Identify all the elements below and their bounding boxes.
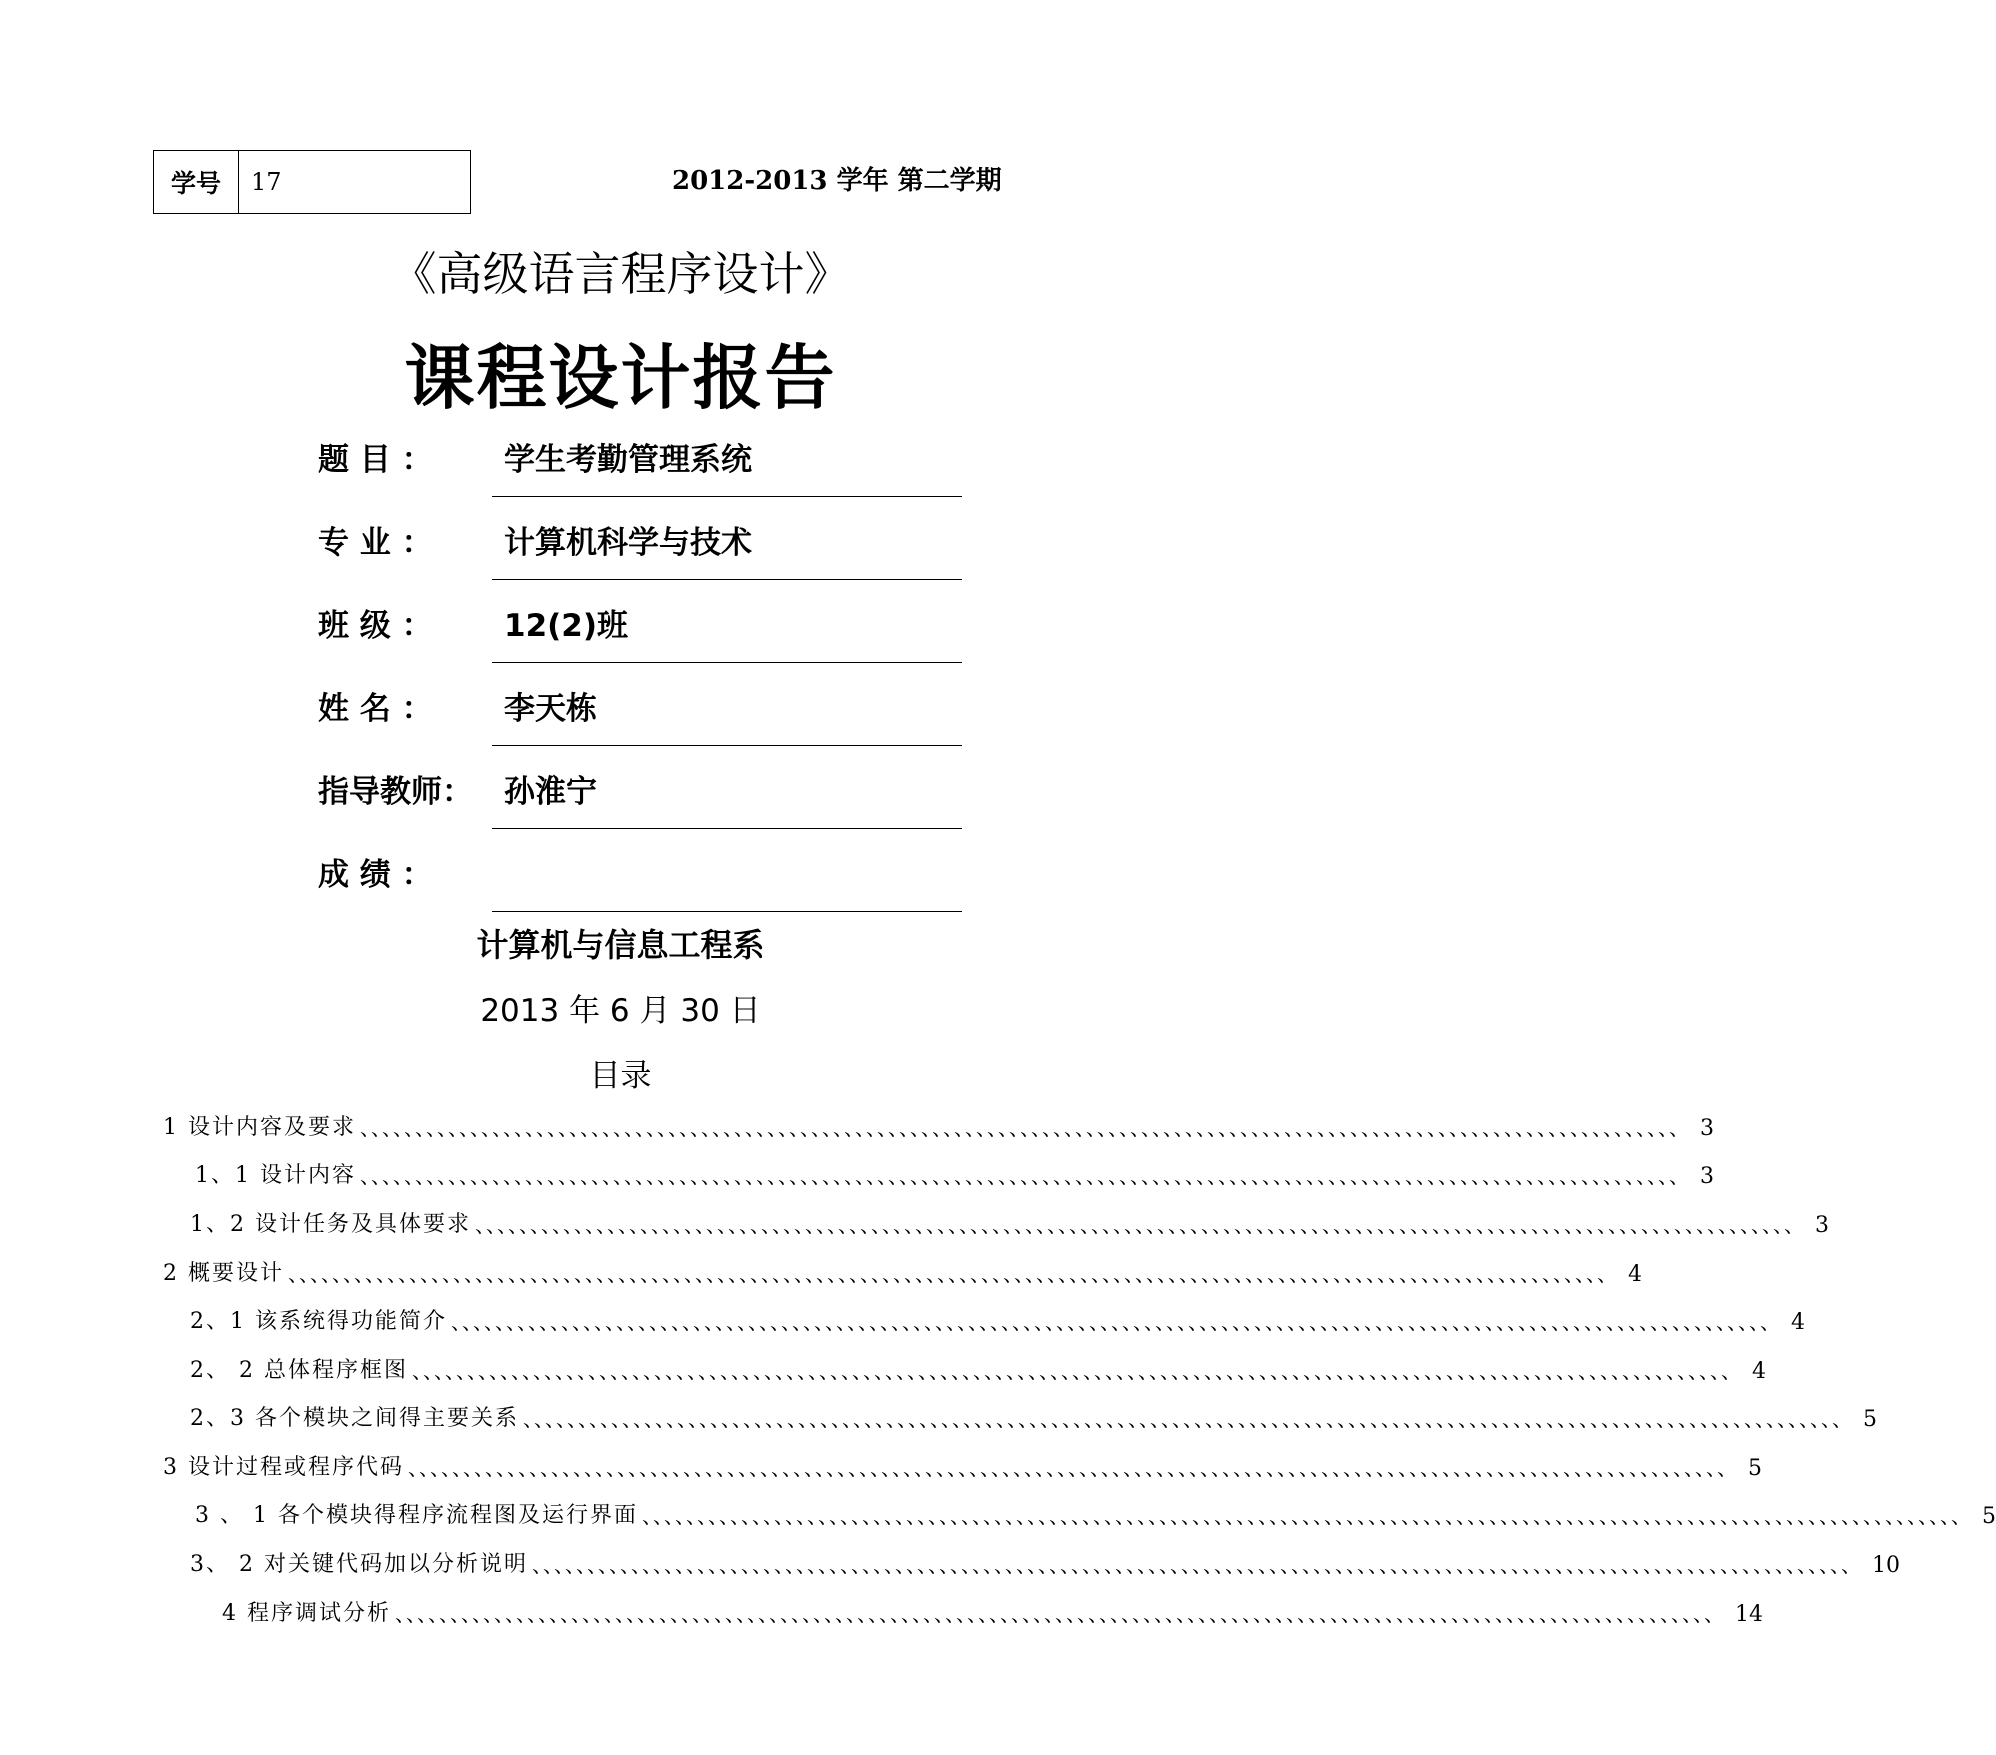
toc-page-number: 14 bbox=[1735, 1602, 1763, 1627]
toc-entry[interactable] bbox=[163, 1251, 1642, 1287]
course-title: 《高级语言程序设计》 bbox=[390, 247, 851, 301]
toc-leader: 、、、、、、、、、、、、、、、、、、、、、、、、、、、、、、、、、、、、、、、、、、、、、、、、、、、、、、、、、、、、、、、、、、、、、、、、、、、、、、、、、、、、、、、、、、、、、、、、、、、、、、、、、、、、、、、、、、、、、、、、 bbox=[475, 1213, 1805, 1237]
toc-leader: 、、、、、、、、、、、、、、、、、、、、、、、、、、、、、、、、、、、、、、、、、、、、、、、、、、、、、、、、、、、、、、、、、、、、、、、、、、、、、、、、、、、、、、、、、、、、、、、、、、、、、、、、、、、、、、、、、、、、、、、、 bbox=[360, 1164, 1690, 1188]
department: 计算机与信息工程系 bbox=[476, 926, 765, 964]
underline bbox=[492, 496, 962, 497]
underline bbox=[492, 911, 962, 912]
field-value: 学生考勤管理系统 bbox=[504, 442, 752, 478]
academic-term: 2012-2013 学年 第二学期 bbox=[672, 166, 1002, 196]
field-value: 孙淮宁 bbox=[504, 774, 597, 810]
toc-page-number: 5 bbox=[1981, 1504, 1996, 1529]
toc-entry[interactable] bbox=[163, 1445, 1762, 1481]
field-class bbox=[318, 606, 968, 666]
field-name bbox=[318, 689, 968, 749]
toc-leader: 、、、、、、、、、、、、、、、、、、、、、、、、、、、、、、、、、、、、、、、、、、、、、、、、、、、、、、、、、、、、、、、、、、、、、、、、、、、、、、、、、、、、、、、、、、、、、、、、、、、、、、、、、、、、、、、、、、、、、、、、 bbox=[451, 1310, 1781, 1334]
toc-page-number: 4 bbox=[1628, 1262, 1642, 1287]
toc-entry[interactable] bbox=[222, 1591, 1763, 1627]
toc-entry-text: 1、1 设计内容 bbox=[195, 1163, 356, 1188]
toc-page-number: 5 bbox=[1863, 1407, 1877, 1432]
toc-entry-text: 1 设计内容及要求 bbox=[163, 1115, 356, 1140]
underline bbox=[492, 828, 962, 829]
underline bbox=[492, 662, 962, 663]
field-label: 指导教师： bbox=[318, 774, 473, 810]
student-id-label: 学号 bbox=[154, 151, 239, 213]
toc-entry-text: 2、 2 总体程序框图 bbox=[190, 1358, 408, 1383]
field-grade bbox=[318, 855, 968, 915]
toc-leader: 、、、、、、、、、、、、、、、、、、、、、、、、、、、、、、、、、、、、、、、、、、、、、、、、、、、、、、、、、、、、、、、、、、、、、、、、、、、、、、、、、、、、、、、、、、、、、、、、、、、、、、、、、、、、、、、、、、、、、、、、 bbox=[395, 1602, 1725, 1626]
toc-page-number: 5 bbox=[1748, 1456, 1762, 1481]
toc-leader: 、、、、、、、、、、、、、、、、、、、、、、、、、、、、、、、、、、、、、、、、、、、、、、、、、、、、、、、、、、、、、、、、、、、、、、、、、、、、、、、、、、、、、、、、、、、、、、、、、、、、、、、、、、、、、、、、、、、、、、、、 bbox=[288, 1262, 1618, 1286]
toc-leader: 、、、、、、、、、、、、、、、、、、、、、、、、、、、、、、、、、、、、、、、、、、、、、、、、、、、、、、、、、、、、、、、、、、、、、、、、、、、、、、、、、、、、、、、、、、、、、、、、、、、、、、、、、、、、、、、、、、、、、、、、 bbox=[411, 1359, 1742, 1383]
toc-title: 目录 bbox=[589, 1058, 652, 1094]
toc-entry[interactable] bbox=[190, 1202, 1829, 1238]
toc-entry-text: 2 概要设计 bbox=[163, 1261, 284, 1286]
toc-entry-text: 2、3 各个模块之间得主要关系 bbox=[190, 1406, 519, 1431]
field-label: 成 绩 ： bbox=[318, 857, 433, 893]
toc-page-number: 3 bbox=[1815, 1213, 1829, 1238]
toc-leader: 、、、、、、、、、、、、、、、、、、、、、、、、、、、、、、、、、、、、、、、、、、、、、、、、、、、、、、、、、、、、、、、、、、、、、、、、、、、、、、、、、、、、、、、、、、、、、、、、、、、、、、、、、、、、、、、、、、、、、、、、 bbox=[523, 1407, 1853, 1431]
toc-leader: 、、、、、、、、、、、、、、、、、、、、、、、、、、、、、、、、、、、、、、、、、、、、、、、、、、、、、、、、、、、、、、、、、、、、、、、、、、、、、、、、、、、、、、、、、、、、、、、、、、、、、、、、、、、、、、、、、、、、、、、、 bbox=[641, 1504, 1972, 1528]
toc-page-number: 4 bbox=[1791, 1310, 1805, 1335]
toc-leader: 、、、、、、、、、、、、、、、、、、、、、、、、、、、、、、、、、、、、、、、、、、、、、、、、、、、、、、、、、、、、、、、、、、、、、、、、、、、、、、、、、、、、、、、、、、、、、、、、、、、、、、、、、、、、、、、、、、、、、、、、 bbox=[408, 1456, 1738, 1480]
toc-entry-text: 1、2 设计任务及具体要求 bbox=[190, 1212, 471, 1237]
student-id-box bbox=[153, 150, 471, 214]
toc-entry[interactable] bbox=[195, 1153, 1714, 1189]
field-value: 12(2)班 bbox=[504, 608, 629, 644]
toc-page-number: 3 bbox=[1700, 1164, 1714, 1189]
report-title: 课程设计报告 bbox=[404, 337, 837, 419]
field-label: 专 业 ： bbox=[318, 525, 433, 561]
field-label: 班 级 ： bbox=[318, 608, 433, 644]
toc-entry-text: 4 程序调试分析 bbox=[222, 1601, 391, 1626]
field-major bbox=[318, 523, 968, 583]
field-advisor bbox=[318, 772, 968, 832]
toc-entry-text: 3 设计过程或程序代码 bbox=[163, 1455, 404, 1480]
toc-leader: 、、、、、、、、、、、、、、、、、、、、、、、、、、、、、、、、、、、、、、、、、、、、、、、、、、、、、、、、、、、、、、、、、、、、、、、、、、、、、、、、、、、、、、、、、、、、、、、、、、、、、、、、、、、、、、、、、、、、、、、、 bbox=[531, 1553, 1862, 1577]
field-label: 姓 名 ： bbox=[318, 691, 433, 727]
underline bbox=[492, 745, 962, 746]
underline bbox=[492, 579, 962, 580]
toc-page-number: 3 bbox=[1700, 1116, 1714, 1141]
toc-entry[interactable] bbox=[190, 1348, 1766, 1384]
toc-entry[interactable] bbox=[190, 1396, 1877, 1432]
toc-entry-text: 3 、 1 各个模块得程序流程图及运行界面 bbox=[195, 1503, 638, 1528]
field-label: 题 目 ： bbox=[318, 442, 433, 478]
field-value: 计算机科学与技术 bbox=[504, 525, 752, 561]
field-topic bbox=[318, 440, 968, 500]
toc-entry[interactable] bbox=[195, 1493, 1996, 1529]
report-date: 2013 年 6 月 30 日 bbox=[480, 993, 761, 1029]
toc-page-number: 4 bbox=[1751, 1359, 1766, 1384]
toc-entry[interactable] bbox=[190, 1542, 1900, 1578]
field-value: 李天栋 bbox=[504, 691, 597, 727]
toc-entry-text: 3、 2 对关键代码加以分析说明 bbox=[190, 1552, 528, 1577]
toc-entry[interactable] bbox=[163, 1105, 1714, 1141]
toc-entry-text: 2、1 该系统得功能简介 bbox=[190, 1309, 447, 1334]
toc-page-number: 10 bbox=[1871, 1553, 1900, 1578]
student-id-value: 17 bbox=[251, 168, 282, 196]
toc-leader: 、、、、、、、、、、、、、、、、、、、、、、、、、、、、、、、、、、、、、、、、、、、、、、、、、、、、、、、、、、、、、、、、、、、、、、、、、、、、、、、、、、、、、、、、、、、、、、、、、、、、、、、、、、、、、、、、、、、、、、、、 bbox=[360, 1116, 1690, 1140]
toc-entry[interactable] bbox=[190, 1299, 1805, 1335]
